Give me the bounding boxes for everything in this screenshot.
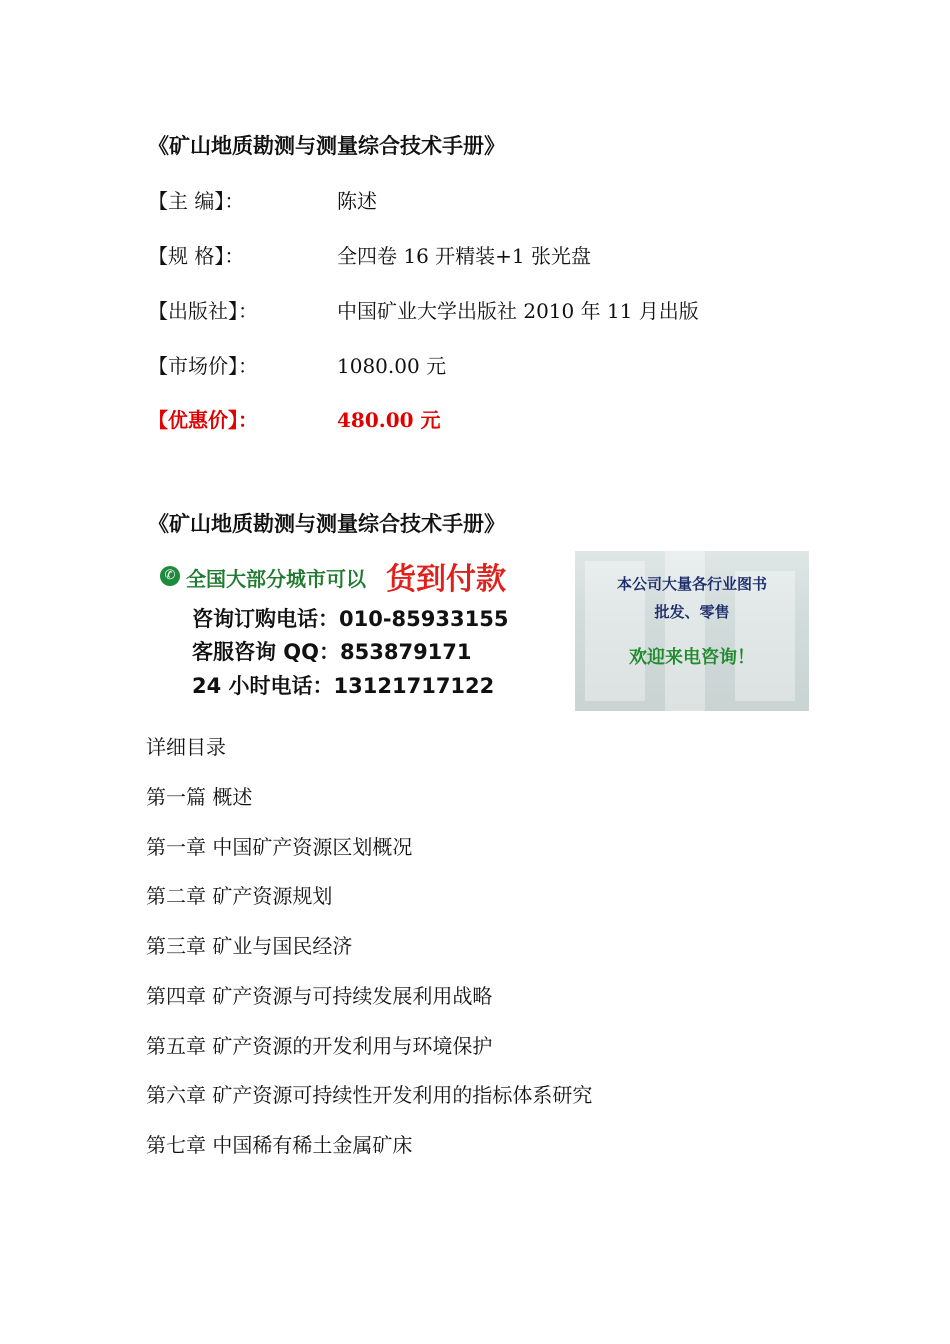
- toc-item: 第一篇 概述: [146, 785, 253, 809]
- toc-item: 第二章 矿产资源规划: [146, 884, 333, 908]
- book-title: 《矿山地质勘测与测量综合技术手册》: [148, 133, 505, 158]
- spec-label: 【规 格】：: [148, 244, 245, 268]
- publisher-value: 中国矿业大学出版社 2010 年 11 月出版: [337, 299, 699, 323]
- wholesale-banner: [575, 551, 809, 711]
- order-banner: [148, 551, 558, 711]
- toc-heading: 详细目录: [146, 735, 226, 759]
- toc-item: 第六章 矿产资源可持续性开发利用的指标体系研究: [146, 1083, 593, 1107]
- book-title-2: 《矿山地质勘测与测量综合技术手册》: [148, 511, 505, 536]
- toc-item: 第一章 中国矿产资源区划概况: [146, 835, 413, 859]
- banner-nationwide-text: 全国大部分城市可以: [186, 567, 366, 591]
- discount-price-value: 480.00 元: [337, 408, 441, 432]
- market-price-value: 1080.00 元: [337, 354, 447, 378]
- phone-icon: ✆: [160, 566, 180, 586]
- market-price-label: 【市场价】：: [148, 354, 258, 378]
- banner-service-qq: 客服咨询 QQ：853879171: [192, 640, 472, 664]
- banner-cod-text: 货到付款: [386, 562, 506, 597]
- toc-item: 第五章 矿产资源的开发利用与环境保护: [146, 1034, 493, 1058]
- spec-value: 全四卷 16 开精装+1 张光盘: [337, 244, 592, 268]
- editor-label: 【主 编】：: [148, 189, 245, 213]
- toc-item: 第三章 矿业与国民经济: [146, 934, 353, 958]
- banner-24h-phone: 24 小时电话：13121717122: [192, 674, 495, 698]
- toc-item: 第七章 中国稀有稀土金属矿床: [146, 1133, 413, 1157]
- editor-value: 陈述: [337, 189, 377, 213]
- discount-price-label: 【优惠价】：: [148, 408, 258, 432]
- toc-item: 第四章 矿产资源与可持续发展利用战略: [146, 984, 493, 1008]
- wholesale-line-3: 欢迎来电咨询！: [629, 647, 755, 668]
- wholesale-line-1: 本公司大量各行业图书: [616, 575, 767, 593]
- wholesale-line-2: 批发、零售: [654, 603, 730, 621]
- publisher-label: 【出版社】：: [148, 299, 258, 323]
- banner-order-phone: 咨询订购电话：010-85933155: [192, 607, 509, 631]
